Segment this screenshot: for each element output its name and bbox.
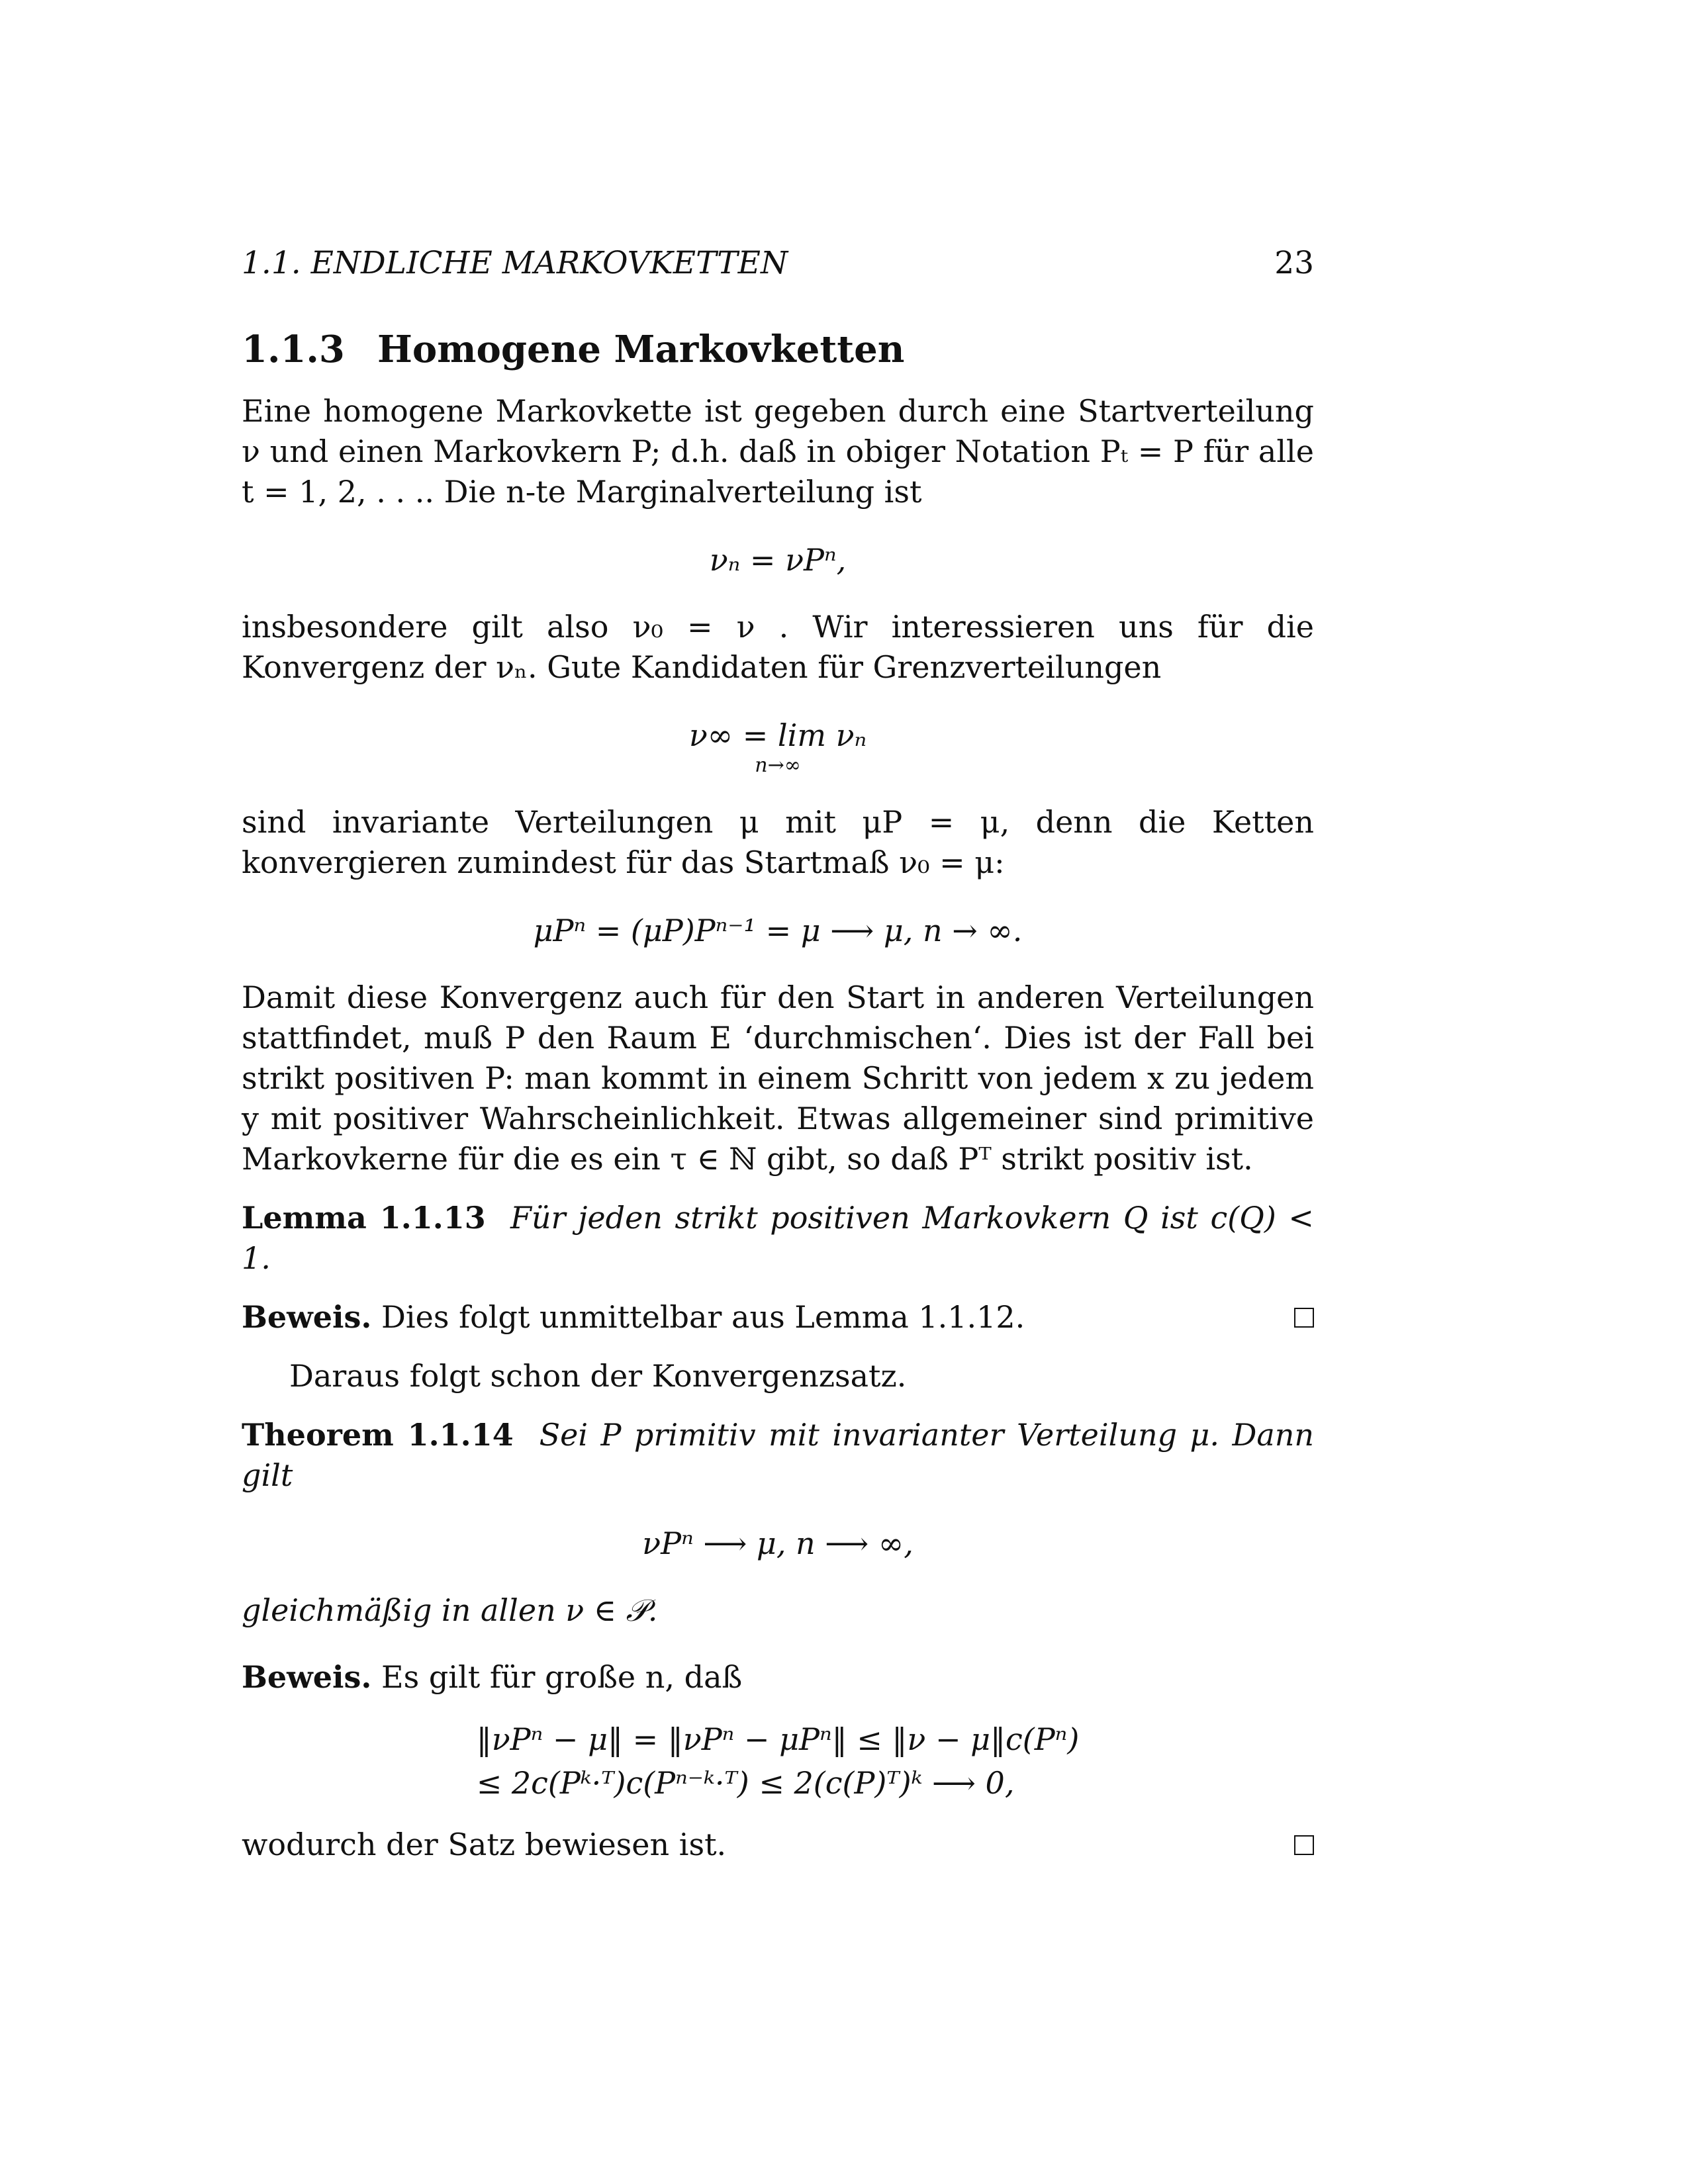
- section-heading: [242, 328, 1314, 371]
- equation-proof: [242, 1717, 1314, 1805]
- paragraph-convergence: insbesondere gilt also ν₀ = ν . Wir interessieren uns für die Konvergenz der νₙ. Gute Kandidaten für Grenzverteilungen: [242, 609, 1314, 685]
- proof-label: Beweis.: [242, 1299, 372, 1335]
- section-title: Homogene Markovketten: [377, 328, 905, 371]
- limit-expression: [689, 715, 867, 776]
- theorem-continuation: [242, 1590, 1314, 1631]
- theorem-after: gleichmäßig in allen ν ∈ 𝒫.: [242, 1592, 658, 1628]
- section-number: 1.1.3: [242, 328, 345, 371]
- proof-theorem: [242, 1657, 1314, 1698]
- limit-subscript: n→∞: [755, 754, 801, 777]
- proof-lemma: [242, 1297, 1314, 1338]
- proof-text: Es gilt für große n, daß: [381, 1659, 743, 1695]
- equation-limit: [242, 715, 1314, 776]
- proof-label: Beweis.: [242, 1659, 372, 1695]
- lemma: [242, 1198, 1314, 1279]
- qed-icon: [1294, 1835, 1314, 1855]
- proof-text: Dies folgt unmittelbar aus Lemma 1.1.12.: [381, 1299, 1025, 1335]
- equation-proof-block: [477, 1717, 1080, 1805]
- qed-icon: [1294, 1308, 1314, 1328]
- equation-invariant: μPⁿ = (μP)Pⁿ⁻¹ = μ ⟶ μ, n → ∞.: [533, 913, 1023, 948]
- paragraph-invariant: sind invariante Verteilungen μ mit μP = μ, denn die Ketten konvergieren zumindest für das Startmaß ν₀ = μ:: [242, 804, 1314, 880]
- theorem-statement: Sei P primitiv mit invarianter Verteilung μ. Dann gilt: [242, 1417, 1315, 1493]
- running-header: [242, 245, 1314, 281]
- equation-theorem: νPⁿ ⟶ μ, n ⟶ ∞,: [642, 1525, 914, 1561]
- equation-line-1: ‖νPⁿ − μ‖ = ‖νPⁿ − μPⁿ‖ ≤ ‖ν − μ‖c(Pⁿ): [476, 1721, 1080, 1757]
- lemma-statement: Für jeden strikt positiven Markovkern Q ist c(Q) < 1.: [242, 1200, 1314, 1276]
- equation-line-2: ≤ 2c(Pᵏ·ᵀ)c(Pⁿ⁻ᵏ·ᵀ) ≤ 2(c(P)ᵀ)ᵏ ⟶ 0,: [476, 1765, 1015, 1801]
- paragraph-intro: Eine homogene Markovkette ist gegeben durch eine Startverteilung ν und einen Markovkern P; d.h. daß in obiger Notation Pₜ = P für alle t = 1, 2, . . .. Die n-te Marginalverteilung ist: [242, 393, 1314, 510]
- running-title: 1.1. ENDLICHE MARKOVKETTEN: [242, 245, 788, 281]
- proof-closing: wodurch der Satz bewiesen ist.: [242, 1827, 727, 1862]
- page-number: 23: [1274, 245, 1314, 281]
- theorem: [242, 1415, 1314, 1496]
- lemma-label: Lemma 1.1.13: [242, 1200, 486, 1236]
- equation-marginal: νₙ = νPⁿ,: [709, 542, 847, 578]
- theorem-label: Theorem 1.1.14: [242, 1417, 514, 1453]
- paragraph-mixing: Damit diese Konvergenz auch für den Start in anderen Verteilungen stattfindet, muß P den Raum E ‘durchmischen‘. Dies ist der Fall bei strikt positiven P: man kommt in einem Schritt von jedem x zu jedem y mit positiver Wahrscheinlichkeit. Etwas allgemeiner sind primitive Markovkerne für die es ein τ ∈ ℕ gibt, so daß Pᵀ strikt positiv ist.: [242, 979, 1314, 1177]
- page: [242, 238, 1314, 1865]
- proof-closing-line: [242, 1825, 1314, 1865]
- transition-text: Daraus folgt schon der Konvergenzsatz.: [289, 1358, 907, 1394]
- limit-main: ν∞ = lim νₙ: [688, 717, 867, 753]
